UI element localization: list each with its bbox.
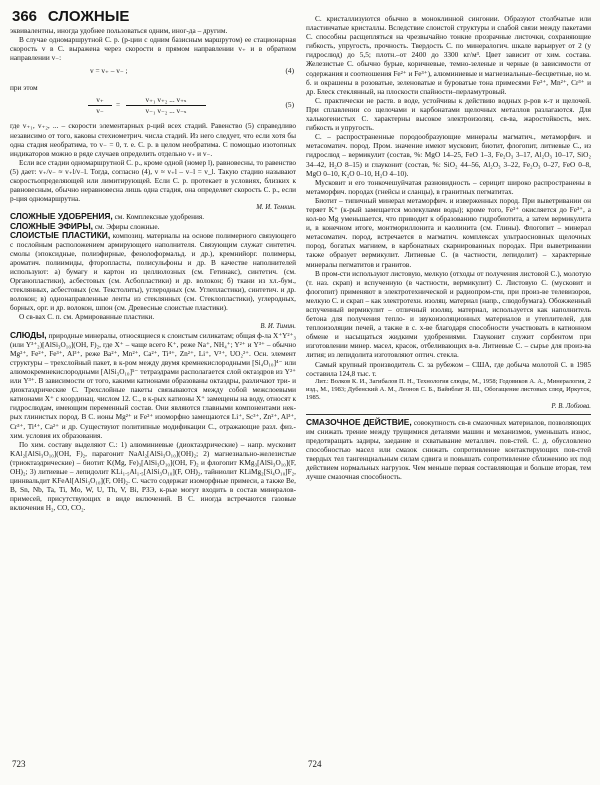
equation-body: v = v₊ – v₋ ; <box>90 66 128 76</box>
entry-text: природные минералы, относящиеся к слоистым силикатам; общая ф-ла X⁺Y²⁺₃ (или Y³⁺₂)[AlSi₃O₁₀](OH, F)₂, где X⁺ – чаще всего K⁺, реже Na⁺, NH₄⁺; Y²⁺ и Y³⁺ – обычно Mg²⁺, Fe²⁺, Fe³⁺, Al³⁺, реже Ba²⁺, Mn²⁺, Ca²⁺, Ti⁴⁺, Zn²⁺, Li⁺, V³⁺, UO₂²⁺. Осн. элемент структуры – трехслойный пакет, в к-ром между двумя кремнекислородными [Si₄O₁₀]⁴⁻ или алюмокремнекислородными [AlSi₃O₁₀]⁵⁻ тетраэдрами располагается слой октаэдров из Y²⁺ или Y³⁺. В зависимости от того, какими катионами образованы октаэдры, различают три- и диоктаэдрические С. Трехслойные пакеты связываются между собой межслоевыми катионами X⁺ с координац. числом 12. С., в к-рых катионы X⁺ замещены на воду, относят к гидрослюдам, имеющим переменный состав. Они являются главными компонентами нек-рых глинистых пород. В С. ионы Mg²⁺ и Fe²⁺ изоморфно замещаются Li⁺, Sc³⁺, Zn²⁺, Al³⁺, Cr³⁺, Ti⁴⁺, Ca²⁺ и др. Существуют политипные модификации С., отражающие разл. физ.-хим. условия их образования. <box>10 330 296 440</box>
entry-smazochnoe <box>306 418 591 482</box>
paragraph: С. практически не раств. в воде, устойчивы к действию водных р-ров к-т и щелочей. При сплавлении со щелочами и карбонатами щелочных металлов разлагаются. Для халькогенистых С. характерны высокое электроизоляц. св-ва, жаростойкость, мех. гибкость и упругость. <box>306 95 591 133</box>
entry-text: композиц. материалы на основе полимерного связующего с послойным расположением армирующего наполнителя. Связующим служат синтетич. смолы (эпоксидные, полиэфирные, фенолоформальд. и др.), кремнийорг. полимеры, ароматич. полиимиды, фторопласты, полисульфоны и др. В качестве наполнителей используют: а) бумагу и картон из целлюлозных (см. Гетинакс), синтетич. (см. Органопластики), асбестовых (см. Асбопластики) и др. волокон; б) ткани из хл.-бум., стеклянных, асбестовых (см. Текстолиты), углеродных (см. Углепластики), синтетич. и др. волокон; в) однонаправленные ленты из стеклянных (см. Стеклопластики), углеродных, борных, орг. и др. волокон, шпон (см. Древесные слоистые пластики). <box>10 230 296 313</box>
entry-text: совокупность св-в смазочных материалов, позволяющих им снижать трение между трущимися деталями машин и механизмов, уменьшать износ, предотвращать задиры, заедание и схватывание металлич. пов-стей. С. д. обусловлено способностью масел или смазок снижать сопротивление контактирующих пов-стей твердых тел тангенциальным силам сдвига и повышать сопротивление сближению их под действием нормальных нагрузок. Чем меньше первая составляющая и больше вторая, тем лучше смазочная способность. <box>306 417 591 482</box>
entry-text: см. Эфиры сложные. <box>94 221 160 231</box>
paragraph: В пром-сти используют листовую, мелкую (отходы от получения листовой С.), молотую (т. наз. скрап) и вспученную (в частности, вермикулит) С. Листовую С. (мусковит и флогопит) применяют в электротехнической и радиопром-сти, при произ-ве телевизоров, мелкую С. и скрап – как электротехн. изоляц. материал (напр., слюдобумага). Обожженный вспученный вермикулит – отличный изоляц. материал, используется как наполнитель бетона для получения тепло- и звукоизоляционных материалов и утеплителей, для теплоизоляции печей, а также в с. х-ве благодаря способности участвовать в катионном обмене и насыщаться жидкими удобрениями. Глауконит служит сорбентом при изготовлении минер. масел, красок, отбеливающих в-в. Литиевые С. – сырье для произ-ва лития; из лепидолита изготовляют оптич. стекла. <box>306 268 591 360</box>
paragraph: По хим. составу выделяют С.: 1) алюминиевые (диоктаэдрические) – напр. мусковит KAl₂[AlSi₃O₁₀](OH, F)₂, парагонит NaAl₂[AlSi₃O₁₀](OH)₂; 2) магнезиально-железистые (триоктаэдрические) – биотит K(Mg, Fe)₃[AlSi₃O₁₀](OH, F)₂ и флогопит KMg₃[AlSi₃O₁₀](F, OH)₂; 3) литиевые – лепидолит KLi₁.₅Al₁.₅[AlSi₃O₁₀](F, OH)₂, тайниолит KLiMg₂[Si₄O₁₀]F₂, циннвальдит KFeAl[AlSi₃O₁₀](F, OH)₂. С. часто содержат изоморфные примеси, а также Be, B, Sn, Nb, Ta, Ti, Mo, W, U, Th, V, Bi, РЗЭ, к-рые могут входить в состав минералов-примесей, присутствующих в виде включений. В С. иногда встречаются газовые включения H₂, CO, CO₂. <box>10 439 296 513</box>
paragraph: при этом <box>10 83 38 93</box>
paragraph: эквивалентны, иногда удобнее пользоваться одним, иног-да – другим. <box>10 26 228 35</box>
entry-term: СМАЗОЧНОЕ ДЕЙСТВИЕ, <box>306 416 412 427</box>
fraction-denominator: v₋₁ v₋₂ ... v₋ₛ <box>145 105 187 115</box>
paragraph: Биотит – типичный минерал метаморфич. и изверженных пород. При выветривании он теряет K⁺ (к-рый замещается молекулами воды); кроме того, Fe²⁺ окисляется до Fe³⁺, а кол-во Mg уменьшается, что приводит к образованию гидробиотита, а затем вермикулита и, в конечном итоге, монтмориллонита и каолинита (см. Глины). Флогопит – минерал метасоматич. пород, встречается в магматич. комплексах ультраосновных щелочных пород, богатых магнием, в карбонатных скарнированных породах. При выветривании также образует вермикулит. Литиевые С. (в частности, лепидолит) – характерные минералы пегматитов и гранитов. <box>306 195 591 269</box>
paragraph: О св-вах С. п. см. Армированные пластики. <box>19 312 155 322</box>
paragraph: Мусковит и его тонкочешуйчатая разновидность – серицит широко распространены в метаморфич. породах (гнейсы и сланцы), в гранитных пегматитах. <box>306 177 591 196</box>
page-number: 366 <box>12 8 38 25</box>
paragraph: Самый крупный производитель С. за рубежом – США, где добыча молотой С. в 1985 составила 124,8 тыс. т. <box>306 359 591 378</box>
fraction-numerator: v₊ <box>88 95 112 105</box>
entry-term: СЛОИСТЫЕ ПЛАСТИКИ, <box>10 229 111 240</box>
left-column <box>10 26 296 731</box>
entry-term: СЛЮДЫ, <box>10 329 47 340</box>
fraction-rhs <box>126 95 206 114</box>
author-signature: М. И. Темкин. <box>256 204 296 212</box>
equation-number: (4) <box>285 66 294 76</box>
entry-text: см. Комплексные удобрения. <box>114 212 205 222</box>
right-page-number: 724 <box>308 759 322 769</box>
author-signature: Р. В. Лобзова. <box>551 402 591 410</box>
fraction-denominator: v₋ <box>96 105 104 115</box>
right-column <box>306 14 591 634</box>
left-page-number: 723 <box>12 759 26 769</box>
equation-4 <box>10 66 296 79</box>
literature-list: Лит.: Волков К. И., Загибалов П. Н., Технология слюды, М., 1958; Годовиков А. А., Минералогия, 2 изд., М., 1983; Дубенский А. М., Леонов С. Б., Вайнблат Я. Ш., Обогащение листовых слюд, Иркутск, 1985. <box>306 377 591 401</box>
running-title: СЛОЖНЫЕ <box>47 8 130 25</box>
page-header <box>12 6 312 28</box>
paragraph: В случае одномаршрутной С. р. (р-ции с одним базисным маршрутом) ее стационарная скорость v в С. выражена через скорости в прямом направлении v₊ и в обратном направлении v₋: <box>10 35 296 63</box>
fraction-lhs <box>88 95 112 114</box>
fraction-numerator: v₊₁ v₊₂ ... v₊ₛ <box>126 95 206 105</box>
entry-term: СЛОЖНЫЕ УДОБРЕНИЯ, <box>10 211 113 222</box>
paragraph: Если все стадии одномаршрутной С. р., кроме одной (номер l), равновесны, то равенство (5) дает: v₊/v₋ ≈ v₊l/v₋l. Тогда, согласно (4), v ≈ v₊l – v₋l = v_l. Такую стадию называют скоростьопределяющей или лимитирующей. Если С. р. протекает в условиях, близких к равновесным, обычно неравновесна лишь одна стадия, она определяет скорость С. р., если р-ция одномаршрутна. <box>10 157 296 204</box>
equation-number: (5) <box>285 100 294 110</box>
paragraph: С. – распространенные породообразующие минералы магматич., метаморфич. и метасоматич. пород. Пром. значение имеют мусковит, биотит, флогопит, литиевые С., из гидрослюд – вермикулит (состав, %: MgO 14–25, FeO 1–3, Fe₂O₃ 3–17, Al₂O₃ 10–17, SiO₂ 34–42, H₂O 8–15) и глауконит (состав, %: SiO₂ 44–56, Al₂O₃ 3–22, Fe₂O₃ 0–27, FeO 0–8, MgO 0–10, K₂O 0–10, H₂O 4–10). <box>306 132 591 178</box>
section-divider <box>306 414 591 415</box>
entry-plastiki <box>10 231 296 313</box>
paragraph: где v₊₁, v₊₂, ... – скорости элементарных р-ций всех стадий. Равенство (5) справедливо независимо от того, каковы стехиометрич. числа стадий. Из него следует, что если хотя бы одна стадия необратима, то v₋ = 0, т. е. С. р. в целом необратима. С помощью изотопных индикаторов можно в ряде случаев определить отдельно v₊ и v₋. <box>10 121 296 158</box>
author-signature: В. И. Тимин. <box>260 322 296 330</box>
paragraph: С. кристаллизуются обычно в моноклинной сингонии. Образуют столбчатые или пластинчатые кристаллы. Вследствие слоистой структуры и слабой связи между пакетами С. способны расщепляться на чрезвычайно тонкие прозрачные листочки, сохраняющие гибкость, упругость, прочность. Твердость С. по минералогич. шкале варьирует от 2 (у гидрослюд) до 5,5; плотн.–от 2400 до 3300 кг/м³. Цвет зависит от хим. состава. Железистые С. обычно бурые, коричневые, темно-зеленые и черные (в зависимости от содержания и соотношения Fe²⁺ и Fe³⁺), алюминиевые и магнезиальные–бесцветные, но м. б. и окрашены в розоватые, зеленоватые и буроватые тона примесями Fe²⁺, Mn²⁺, Cr³⁺ и др. Блеск стеклянный, на плоскости спайности–перламутровый. <box>306 14 591 96</box>
equals-sign: = <box>116 100 121 110</box>
entry-term: СЛОЖНЫЕ ЭФИРЫ, <box>10 220 93 231</box>
entry-slyudy <box>10 331 296 440</box>
equation-5 <box>10 95 296 117</box>
